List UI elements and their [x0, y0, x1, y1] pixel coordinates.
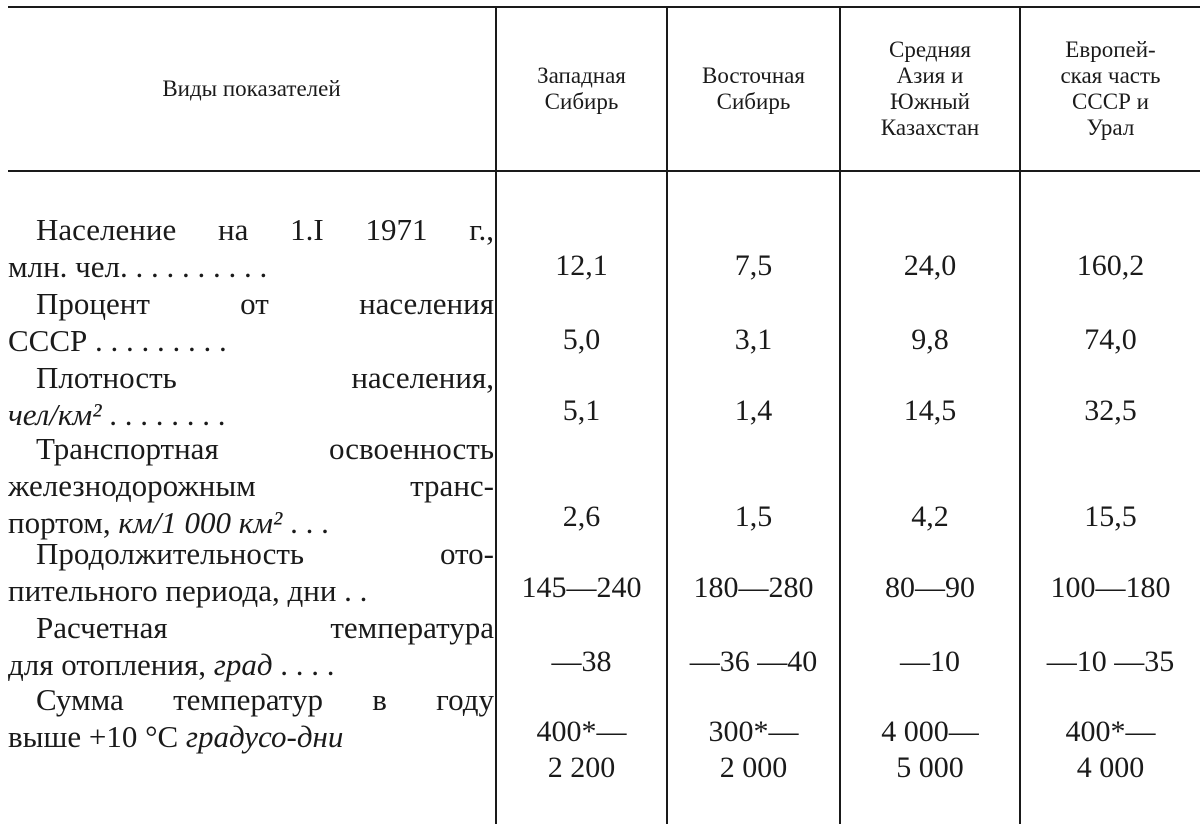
unit-temperature: град [213, 647, 273, 682]
row-percent-label: Процент от населения СССР . . . . . . . . . [8, 286, 494, 358]
unit-railway: км/1 000 км² [118, 505, 283, 540]
cell-temperature-sum-east-siberia-bottom: 2 000 [719, 751, 788, 784]
row-design-temperature-label: Расчетная температура для отопления, град . . . . [8, 610, 494, 682]
leader-dots: . . . . [272, 647, 335, 682]
cell-temperature-sum-east-siberia-top: 300*— [708, 715, 799, 748]
cell-heating-period-central-asia: 80—90 [885, 571, 975, 604]
cell-temperature-sum-european-ussr-top: 400*— [1065, 715, 1156, 748]
cell-percent-east-siberia: 3,1 [734, 323, 773, 356]
cell-percent-west-siberia: 5,0 [562, 323, 601, 356]
cell-density-central-asia: 14,5 [903, 394, 957, 427]
cell-heating-period-east-siberia: 180—280 [693, 571, 814, 604]
header-european-ussr: Европей- ская часть СССР и Урал [1060, 37, 1161, 140]
cell-railway-central-asia: 4,2 [911, 500, 949, 533]
row-population-label: Население на 1.I 1971 г., млн. чел. . . . . . . . . . [8, 212, 494, 284]
row-temperature-sum-label: Сумма температур в году выше +10 °С градусо-дни [8, 682, 494, 754]
row-density-label: Плотность населения, чел/км² . . . . . . . . [8, 360, 494, 432]
cell-percent-central-asia: 9,8 [911, 323, 949, 356]
cell-percent-european-ussr: 74,0 [1084, 323, 1137, 356]
unit-density: чел/км² [8, 397, 102, 432]
cell-population-central-asia: 24,0 [903, 249, 957, 282]
header-central-asia: Средняя Азия и Южный Казахстан [880, 37, 980, 140]
header-indicator: Виды показателей [162, 76, 341, 101]
cell-density-european-ussr: 32,5 [1084, 394, 1137, 427]
leader-dots: . . . . . . . . [101, 397, 226, 432]
cell-temperature-sum-west-siberia-top: 400*— [536, 715, 627, 748]
cell-temperature-sum-european-ussr-bottom: 4 000 [1076, 751, 1145, 784]
cell-design-temperature-east-siberia: —36 —40 [689, 645, 818, 678]
header-bottom-rule [8, 170, 1200, 172]
cell-heating-period-west-siberia: 145—240 [521, 571, 642, 604]
cell-railway-east-siberia: 1,5 [734, 500, 773, 533]
cell-railway-european-ussr: 15,5 [1084, 500, 1137, 533]
row-heating-period-label: Продолжительность ото- пительного периода, дни . . [8, 536, 494, 608]
cell-density-west-siberia: 5,1 [562, 394, 601, 427]
header-west-siberia: Западная Сибирь [537, 63, 626, 114]
unit-degree-days: градусо-дни [185, 719, 344, 754]
row-railway-label: Транспортная освоенность железнодорожным транс- портом, км/1 000 км² . . . [8, 431, 494, 540]
cell-temperature-sum-central-asia-top: 4 000— [881, 715, 979, 748]
header-east-siberia: Восточная Сибирь [702, 63, 805, 114]
leader-dots: . . . [282, 505, 329, 540]
cell-temperature-sum-central-asia-bottom: 5 000 [896, 751, 964, 784]
cell-population-european-ussr: 160,2 [1076, 249, 1145, 282]
cell-heating-period-european-ussr: 100—180 [1050, 571, 1171, 604]
cell-density-east-siberia: 1,4 [734, 394, 773, 427]
cell-railway-west-siberia: 2,6 [562, 500, 601, 533]
cell-design-temperature-central-asia: —10 [900, 645, 960, 678]
cell-design-temperature-european-ussr: —10 —35 [1046, 645, 1175, 678]
cell-temperature-sum-west-siberia-bottom: 2 200 [547, 751, 616, 784]
cell-population-east-siberia: 7,5 [734, 249, 773, 282]
cell-design-temperature-west-siberia: —38 [551, 645, 612, 678]
cell-population-west-siberia: 12,1 [555, 249, 608, 282]
